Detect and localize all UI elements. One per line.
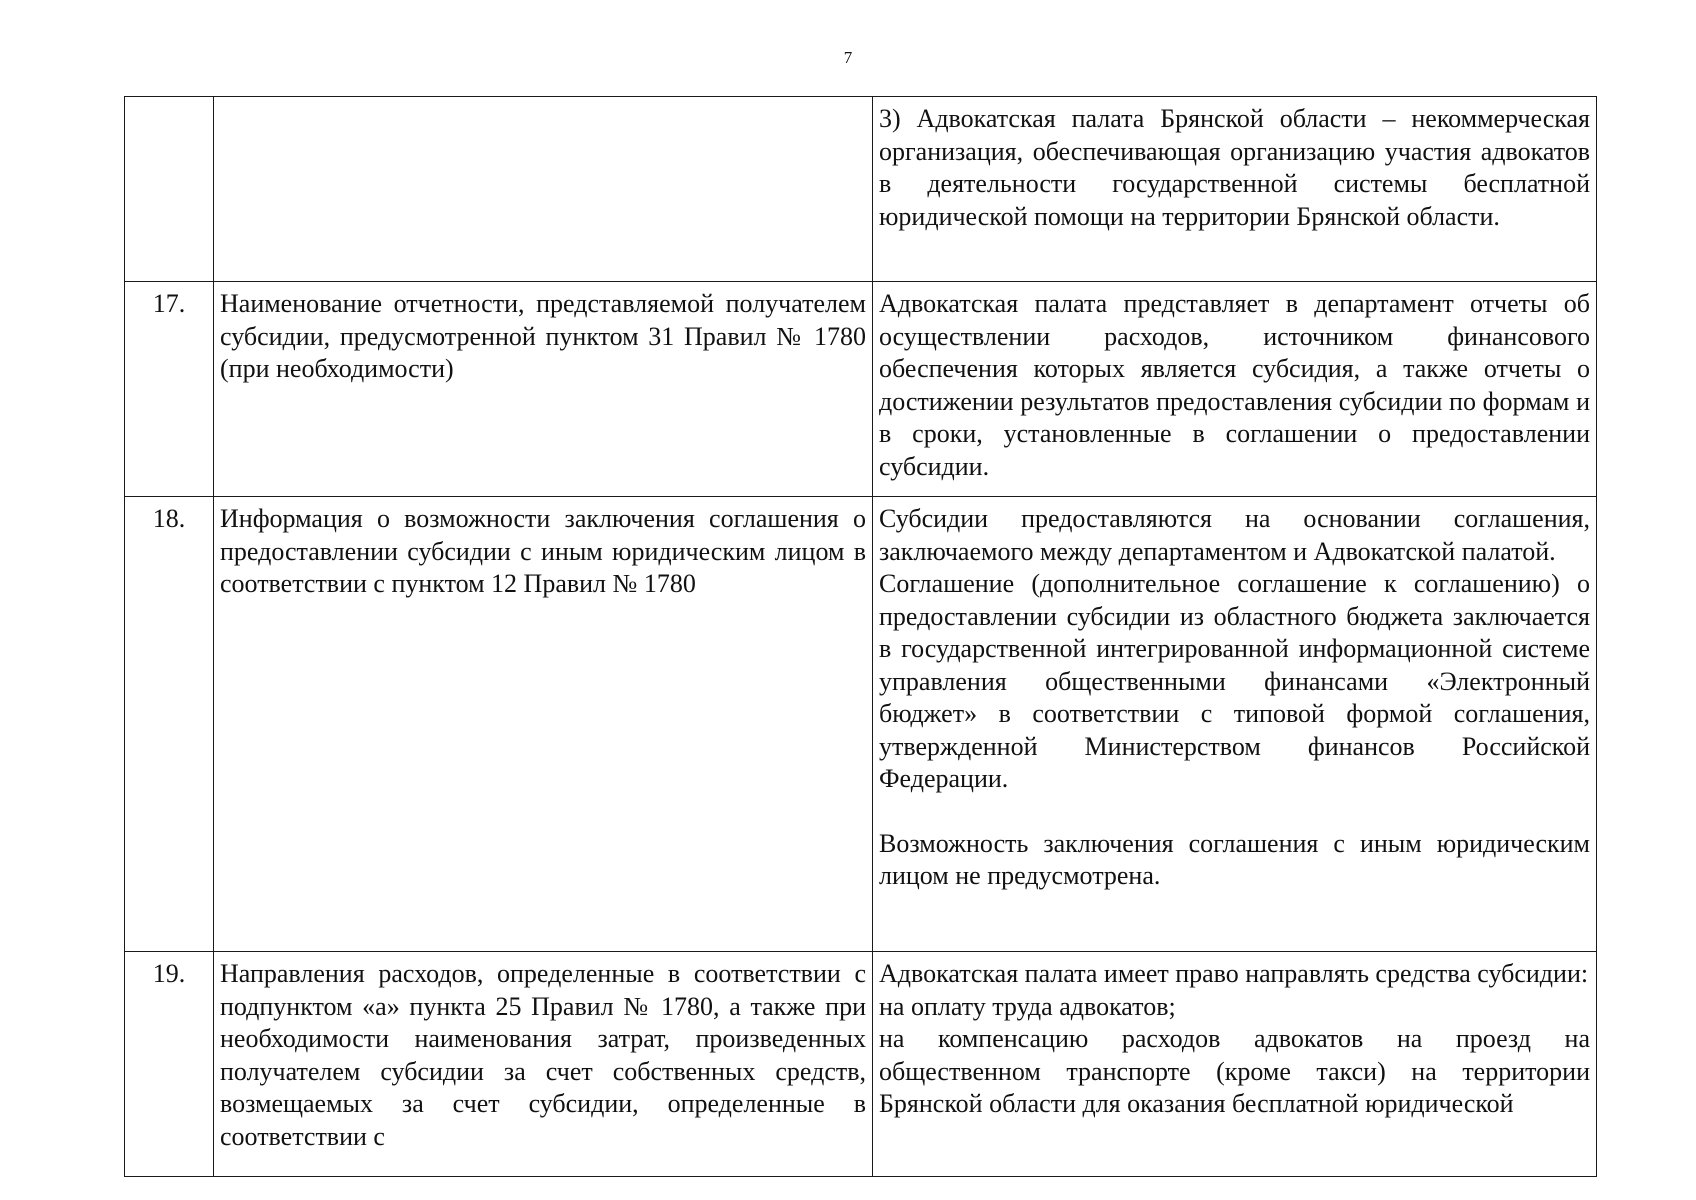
- page-number: 7: [843, 48, 853, 67]
- table-row: [125, 97, 1597, 282]
- paragraph-spacer: [879, 796, 1590, 828]
- row-name-cell: [214, 97, 873, 282]
- description-paragraph: Соглашение (дополнительное соглашение к соглашению) о предоставлении субсидии из областного бюджета заключается в государственной интегрированной информационной системе управления общественными финансами «Электронный бюджет» в соответствии с типовой формой соглашения, утвержденной Министерством финансов Российской Федерации.: [879, 569, 1590, 793]
- row-description-cell: [873, 952, 1597, 1177]
- description-paragraph: на компенсацию расходов адвокатов на проезд на общественном транспорте (кроме такси) на территории Брянской области для оказания бесплатной юридической: [879, 1024, 1590, 1118]
- description-paragraph: Адвокатская палата имеет право направлять средства субсидии:: [879, 959, 1589, 988]
- table-row: [125, 497, 1597, 952]
- description-paragraph: Субсидии предоставляются на основании соглашения, заключаемого между департаментом и Адвокатской палатой.: [879, 504, 1590, 566]
- description-paragraph: на оплату труда адвокатов;: [879, 991, 1176, 1021]
- row-description-cell: [873, 282, 1597, 497]
- description-paragraph: Адвокатская палата представляет в департамент отчеты об осуществлении расходов, источником финансового обеспечения которых является субсидия, а также отчеты о достижении результатов предоставления субсидии по формам и в сроки, установленные в соглашении о предоставлении субсидии.: [879, 289, 1590, 481]
- row-number-cell: 19.: [125, 952, 214, 1177]
- description-paragraph: Возможность заключения соглашения с иным юридическим лицом не предусмотрена.: [879, 828, 1590, 890]
- description-paragraph: 3) Адвокатская палата Брянской области – некоммерческая организация, обеспечивающая организацию участия адвокатов в деятельности государственной системы бесплатной юридической помощи на территории Брянской области.: [879, 104, 1590, 231]
- row-number-cell: [125, 97, 214, 282]
- row-description-cell: [873, 97, 1597, 282]
- row-description-cell: [873, 497, 1597, 952]
- row-name-cell: Информация о возможности заключения соглашения о предоставлении субсидии с иным юридическим лицом в соответствии с пунктом 12 Правил № 1780: [214, 497, 873, 952]
- table-row: [125, 952, 1597, 1177]
- row-number-cell: 17.: [125, 282, 214, 497]
- requirements-table: [124, 96, 1597, 1177]
- row-name-cell: Направления расходов, определенные в соответствии с подпунктом «а» пункта 25 Правил № 1780, а также при необходимости наименования затрат, произведенных получателем субсидии за счет собственных средств, возмещаемых за счет субсидии, определенные в соответствии с: [214, 952, 873, 1177]
- table-row: [125, 282, 1597, 497]
- row-number-cell: 18.: [125, 497, 214, 952]
- row-name-cell: Наименование отчетности, представляемой получателем субсидии, предусмотренной пунктом 31 Правил № 1780 (при необходимости): [214, 282, 873, 497]
